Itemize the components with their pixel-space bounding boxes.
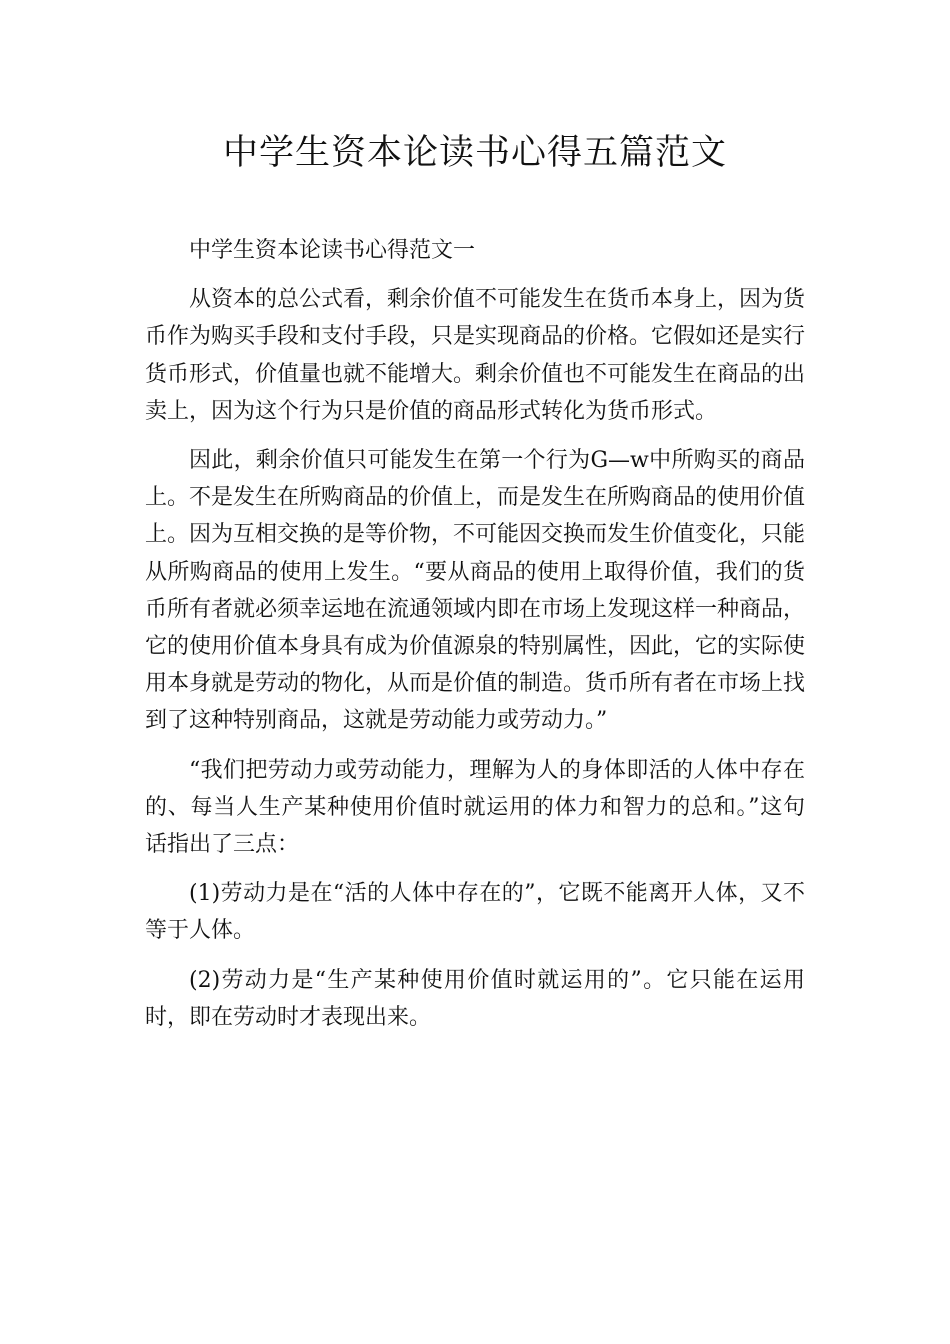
paragraph-5: (2)劳动力是“生产某种使用价值时就运用的”。它只能在运用时，即在劳动时才表现出来。 xyxy=(145,967,805,1030)
paragraph-3: “我们把劳动力或劳动能力，理解为人的身体即活的人体中存在的、每当人生产某种使用价值时就运用的体力和智力的总和。”这句话指出了三点： xyxy=(145,757,805,858)
section-heading: 中学生资本论读书心得范文一 xyxy=(189,238,476,263)
document-title: 中学生资本论读书心得五篇范文 xyxy=(222,133,727,173)
paragraph-4: (1)劳动力是在“活的人体中存在的”，它既不能离开人体，又不等于人体。 xyxy=(145,881,805,944)
paragraph-1: 从资本的总公式看，剩余价值不可能发生在货币本身上，因为货币作为购买手段和支付手段，只是实现商品的价格。它假如还是实行货币形式，价值量也就不能增大。剩余价值也不可能发生在商品的出卖上，因为这个行为只是价值的商品形式转化为货币形式。 xyxy=(145,287,806,424)
document-body xyxy=(145,232,805,1036)
paragraph-2: 因此，剩余价值只可能发生在第一个行为G—w中所购买的商品上。不是发生在所购商品的价值上，而是发生在所购商品的使用价值上。因为互相交换的是等价物，不可能因交换而发生价值变化，只能从所购商品的使用上发生。“要从商品的使用上取得价值，我们的货币所有者就必须幸运地在流通领域内即在市场上发现这样一种商品，它的使用价值本身具有成为价值源泉的特别属性，因此，它的实际使用本身就是劳动的物化，从而是价值的制造。货币所有者在市场上找到了这种特别商品，这就是劳动能力或劳动力。” xyxy=(145,448,806,734)
